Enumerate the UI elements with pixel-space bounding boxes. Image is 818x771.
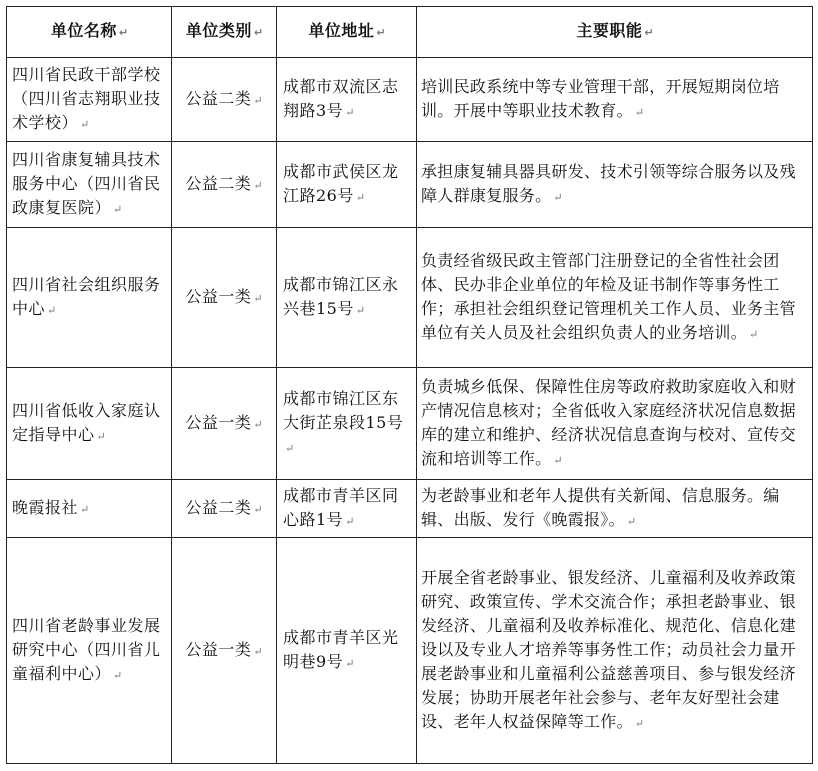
unit-name-cell: 四川省低收入家庭认定指导中心 ↵ xyxy=(7,368,172,480)
unit-address-cell: 成都市双流区志翔路3号 ↵ xyxy=(277,58,417,142)
unit-category-cell: 公益一类 ↵ xyxy=(172,538,277,764)
table-row xyxy=(7,538,813,764)
table-row xyxy=(7,480,813,538)
unit-category-cell: 公益二类 ↵ xyxy=(172,480,277,538)
unit-name-cell: 四川省社会组织服务中心 ↵ xyxy=(7,228,172,368)
unit-duty-cell: 负责经省级民政主管部门注册登记的全省性社会团体、民办非企业单位的年检及证书制作等事务性工作；承担社会组织登记管理机关工作人员、业务主管单位有关人员及社会组织负责人的业务培训。 ↵ xyxy=(417,228,813,368)
units-table xyxy=(6,6,813,764)
unit-duty-cell: 承担康复辅具器具研发、技术引领等综合服务以及残障人群康复服务。 ↵ xyxy=(417,142,813,228)
unit-name-cell: 晚霞报社 ↵ xyxy=(7,480,172,538)
table-header-row xyxy=(7,7,813,58)
unit-duty-cell: 为老龄事业和老年人提供有关新闻、信息服务。编辑、出版、发行《晚霞报》。 ↵ xyxy=(417,480,813,538)
unit-category-cell: 公益一类 ↵ xyxy=(172,228,277,368)
header-unit-category: 单位类别 ↵ xyxy=(172,7,277,58)
unit-duty-cell: 开展全省老龄事业、银发经济、儿童福利及收养政策研究、政策宣传、学术交流合作；承担老龄事业、银发经济、儿童福利及收养标准化、规范化、信息化建设以及专业人才培养等事务性工作；动员社会力量开展老龄事业和儿童福利公益慈善项目、参与银发经济发展；协助开展老年社会参与、老年友好型社会建设、老年人权益保障等工作。 ↵ xyxy=(417,538,813,764)
unit-address-cell: 成都市锦江区永兴巷15号 ↵ xyxy=(277,228,417,368)
unit-name-cell: 四川省康复辅具技术服务中心（四川省民政康复医院） ↵ xyxy=(7,142,172,228)
unit-category-cell: 公益二类 ↵ xyxy=(172,58,277,142)
table-row xyxy=(7,58,813,142)
unit-address-cell: 成都市青羊区同心路1号 ↵ xyxy=(277,480,417,538)
unit-name-cell: 四川省老龄事业发展研究中心（四川省儿童福利中心） ↵ xyxy=(7,538,172,764)
table-row xyxy=(7,142,813,228)
unit-name-cell: 四川省民政干部学校（四川省志翔职业技术学校） ↵ xyxy=(7,58,172,142)
header-main-duty: 主要职能 ↵ xyxy=(417,7,813,58)
unit-address-cell: 成都市武侯区龙江路26号 ↵ xyxy=(277,142,417,228)
unit-duty-cell: 负责城乡低保、保障性住房等政府救助家庭收入和财产情况信息核对；全省低收入家庭经济状况信息数据库的建立和维护、经济状况信息查询与校对、宣传交流和培训等工作。 ↵ xyxy=(417,368,813,480)
header-unit-name: 单位名称 ↵ xyxy=(7,7,172,58)
table-row xyxy=(7,228,813,368)
unit-category-cell: 公益二类 ↵ xyxy=(172,142,277,228)
unit-duty-cell: 培训民政系统中等专业管理干部，开展短期岗位培训。开展中等职业技术教育。 ↵ xyxy=(417,58,813,142)
table-row xyxy=(7,368,813,480)
unit-category-cell: 公益一类 ↵ xyxy=(172,368,277,480)
header-unit-address: 单位地址 ↵ xyxy=(277,7,417,58)
unit-address-cell: 成都市锦江区东大街芷泉段15号↵ xyxy=(277,368,417,480)
unit-address-cell: 成都市青羊区光明巷9号 ↵ xyxy=(277,538,417,764)
